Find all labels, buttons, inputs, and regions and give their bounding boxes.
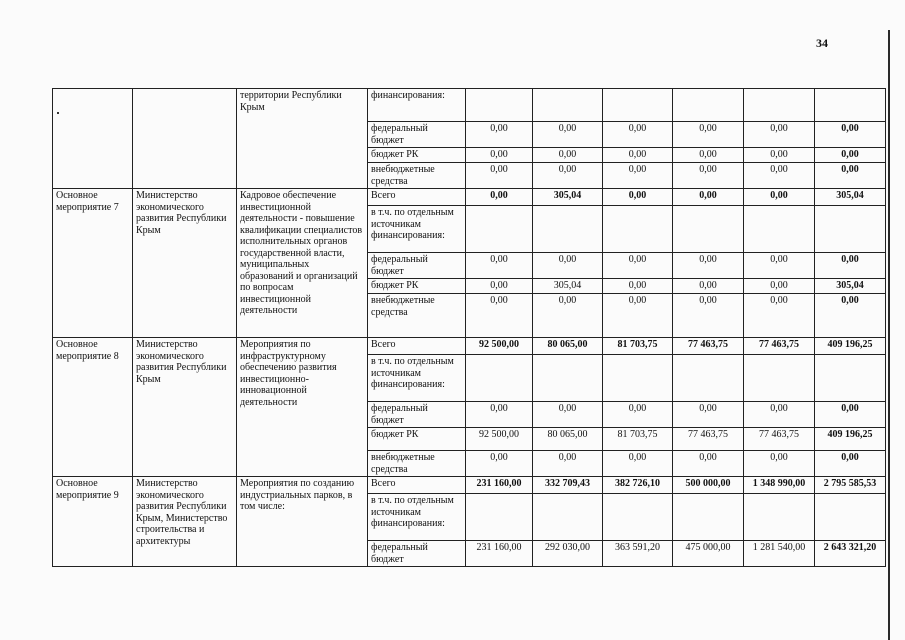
activity-name-cell: Основное мероприятие 9	[53, 477, 133, 567]
source-label-cell: финансирования:	[368, 89, 466, 122]
description-cell: Мероприятия по созданию индустриальных парков, в том числе:	[237, 477, 368, 567]
value-cell: 77 463,75	[673, 338, 744, 355]
value-cell: 0,00	[744, 163, 815, 189]
source-label-cell: Всего	[368, 338, 466, 355]
source-label-cell: внебюджетные средства	[368, 294, 466, 338]
total-cell: 0,00	[815, 148, 886, 163]
source-label-cell: внебюджетные средства	[368, 451, 466, 477]
total-cell: 2 795 585,53	[815, 477, 886, 494]
value-cell: 0,00	[603, 189, 673, 206]
value-cell: 0,00	[466, 279, 533, 294]
source-label-cell: Всего	[368, 477, 466, 494]
value-cell: 80 065,00	[533, 338, 603, 355]
total-cell: 2 643 321,20	[815, 541, 886, 567]
value-cell: 0,00	[744, 402, 815, 428]
description-cell: Кадровое обеспечение инвестиционной деятельности - повышение квалификации специалистов исполнительных органов государственной власти, муниципальных образований и организаций по вопросам инвестиционной деятельности	[237, 189, 368, 338]
value-cell: 0,00	[744, 189, 815, 206]
activity-name-cell: Основное мероприятие 8	[53, 338, 133, 477]
source-label-cell: в т.ч. по отдельным источникам финансирования:	[368, 494, 466, 541]
total-cell: 0,00	[815, 451, 886, 477]
value-cell: 305,04	[533, 189, 603, 206]
description-cell: территории Республики Крым	[237, 89, 368, 189]
value-cell: 0,00	[744, 148, 815, 163]
value-cell: 0,00	[533, 253, 603, 279]
value-cell: 81 703,75	[603, 338, 673, 355]
total-cell: 409 196,25	[815, 338, 886, 355]
table-row	[53, 338, 886, 355]
value-cell: 0,00	[673, 279, 744, 294]
value-cell: 0,00	[466, 402, 533, 428]
value-cell: 1 348 990,00	[744, 477, 815, 494]
value-cell: 0,00	[603, 148, 673, 163]
executor-cell: Министерство экономического развития Республики Крым	[133, 189, 237, 338]
value-cell: 0,00	[673, 451, 744, 477]
value-cell: 0,00	[466, 148, 533, 163]
value-cell: 0,00	[533, 122, 603, 148]
value-cell: 0,00	[673, 148, 744, 163]
value-cell: 0,00	[466, 294, 533, 338]
total-cell: 0,00	[815, 402, 886, 428]
executor-cell: Министерство экономического развития Республики Крым, Министерство строительства и архитектуры	[133, 477, 237, 567]
source-label-cell: Всего	[368, 189, 466, 206]
value-cell: 77 463,75	[744, 338, 815, 355]
value-cell: 0,00	[533, 451, 603, 477]
value-cell: 0,00	[673, 253, 744, 279]
value-cell: 0,00	[603, 279, 673, 294]
value-cell: 0,00	[603, 402, 673, 428]
total-cell: 0,00	[815, 163, 886, 189]
value-cell: 0,00	[533, 402, 603, 428]
value-cell: 0,00	[673, 163, 744, 189]
scan-edge-shadow	[888, 30, 890, 640]
value-cell: 0,00	[466, 451, 533, 477]
value-cell: 0,00	[466, 189, 533, 206]
value-cell: 0,00	[603, 253, 673, 279]
source-label-cell: федеральный бюджет	[368, 541, 466, 567]
source-label-cell: бюджет РК	[368, 279, 466, 294]
source-label-cell: федеральный бюджет	[368, 253, 466, 279]
source-label-cell: федеральный бюджет	[368, 122, 466, 148]
total-cell: 0,00	[815, 294, 886, 338]
activity-name-cell	[53, 89, 133, 189]
value-cell: 475 000,00	[673, 541, 744, 567]
executor-cell: Министерство экономического развития Республики Крым	[133, 338, 237, 477]
value-cell: 0,00	[603, 163, 673, 189]
value-cell: 0,00	[744, 451, 815, 477]
source-label-cell: бюджет РК	[368, 428, 466, 451]
value-cell: 0,00	[466, 122, 533, 148]
value-cell: 0,00	[673, 294, 744, 338]
value-cell: 0,00	[603, 294, 673, 338]
value-cell: 0,00	[603, 122, 673, 148]
value-cell: 92 500,00	[466, 338, 533, 355]
financing-table	[52, 88, 886, 567]
table-row	[53, 189, 886, 206]
value-cell: 77 463,75	[673, 428, 744, 451]
value-cell: 231 160,00	[466, 541, 533, 567]
value-cell: 0,00	[744, 279, 815, 294]
value-cell: 363 591,20	[603, 541, 673, 567]
value-cell: 0,00	[466, 163, 533, 189]
value-cell: 1 281 540,00	[744, 541, 815, 567]
value-cell: 305,04	[533, 279, 603, 294]
total-cell: 409 196,25	[815, 428, 886, 451]
source-label-cell: федеральный бюджет	[368, 402, 466, 428]
value-cell: 0,00	[533, 148, 603, 163]
value-cell: 292 030,00	[533, 541, 603, 567]
total-cell: 0,00	[815, 253, 886, 279]
value-cell: 0,00	[673, 122, 744, 148]
value-cell: 382 726,10	[603, 477, 673, 494]
table-row	[53, 477, 886, 494]
source-label-cell: бюджет РК	[368, 148, 466, 163]
activity-name-cell: Основное мероприятие 7	[53, 189, 133, 338]
value-cell: 80 065,00	[533, 428, 603, 451]
source-label-cell: в т.ч. по отдельным источникам финансирования:	[368, 206, 466, 253]
total-cell: 305,04	[815, 279, 886, 294]
page-number: 34	[816, 36, 828, 50]
value-cell: 0,00	[744, 122, 815, 148]
value-cell: 0,00	[673, 189, 744, 206]
value-cell: 0,00	[673, 402, 744, 428]
executor-cell	[133, 89, 237, 189]
value-cell: 92 500,00	[466, 428, 533, 451]
total-cell: 0,00	[815, 122, 886, 148]
value-cell: 0,00	[533, 163, 603, 189]
value-cell: 231 160,00	[466, 477, 533, 494]
value-cell: 0,00	[466, 253, 533, 279]
value-cell: 77 463,75	[744, 428, 815, 451]
total-cell: 305,04	[815, 189, 886, 206]
value-cell: 0,00	[533, 294, 603, 338]
source-label-cell: в т.ч. по отдельным источникам финансирования:	[368, 355, 466, 402]
value-cell: 81 703,75	[603, 428, 673, 451]
value-cell: 0,00	[603, 451, 673, 477]
value-cell: 500 000,00	[673, 477, 744, 494]
description-cell: Мероприятия по инфраструктурному обеспечению развития инвестиционно-инновационной деятельности	[237, 338, 368, 477]
value-cell: 332 709,43	[533, 477, 603, 494]
value-cell: 0,00	[744, 294, 815, 338]
table-row	[53, 89, 886, 122]
source-label-cell: внебюджетные средства	[368, 163, 466, 189]
value-cell: 0,00	[744, 253, 815, 279]
